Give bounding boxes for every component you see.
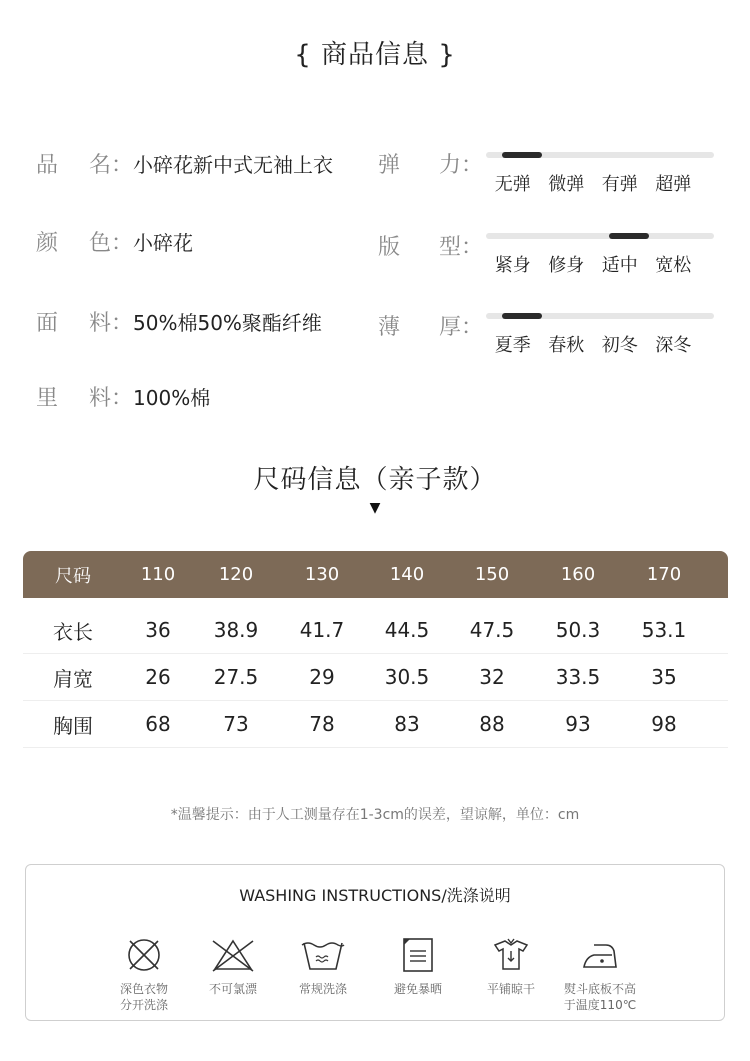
table-cell: 26 xyxy=(145,665,171,689)
header-cell: 130 xyxy=(304,564,340,585)
wash-caption: 常规洗涤 xyxy=(298,982,347,996)
table-cell: 36 xyxy=(145,618,171,642)
row-label: 肩宽 xyxy=(53,666,93,691)
wash-caption: 平铺晾干 xyxy=(486,982,535,996)
table-cell: 32 xyxy=(479,665,505,689)
row-label: 胸围 xyxy=(53,713,93,738)
table-cell: 38.9 xyxy=(213,618,259,642)
no-wash-icon xyxy=(124,935,164,975)
scale-fit xyxy=(378,230,483,261)
scale-option: 春秋 xyxy=(548,335,585,356)
field-lining-value: 100%棉 xyxy=(133,386,211,410)
field-lining xyxy=(36,381,210,412)
table-cell: 29 xyxy=(309,665,335,689)
field-lining-label: 里 料 xyxy=(36,386,111,411)
washing-instructions-box xyxy=(25,864,725,1021)
washing-title: WASHING INSTRUCTIONS/洗涤说明 xyxy=(239,886,511,905)
table-cell: 27.5 xyxy=(213,665,259,689)
scale-marker xyxy=(502,152,542,158)
scale-elasticity-colon: ： xyxy=(461,153,484,178)
scale-option: 紧身 xyxy=(494,255,531,276)
wash-caption: 不可氯漂 xyxy=(208,982,257,996)
table-cell: 30.5 xyxy=(384,665,430,689)
header-cell: 170 xyxy=(646,564,682,585)
wash-item xyxy=(471,935,551,997)
field-color-colon: ： xyxy=(111,231,134,256)
field-name-value: 小碎花新中式无袖上衣 xyxy=(133,153,334,177)
scale-fit-label: 版 型 xyxy=(378,235,461,260)
scale-options xyxy=(486,331,714,357)
table-cell: 47.5 xyxy=(469,618,515,642)
scale-options xyxy=(486,170,714,196)
field-name xyxy=(36,148,333,179)
scale-option: 深冬 xyxy=(655,335,692,356)
scale-fit-widget xyxy=(486,233,714,277)
field-fabric xyxy=(36,306,322,337)
chevron-down-icon: ▼ xyxy=(369,500,381,516)
table-cell: 88 xyxy=(479,712,505,736)
table-cell: 41.7 xyxy=(299,618,345,642)
table-cell: 44.5 xyxy=(384,618,430,642)
table-cell: 93 xyxy=(565,712,591,736)
table-cell: 68 xyxy=(145,712,171,736)
scale-option: 适中 xyxy=(601,255,638,276)
table-cell: 53.1 xyxy=(641,618,687,642)
header-cell: 160 xyxy=(560,564,596,585)
field-name-label: 品 名 xyxy=(36,153,111,178)
wash-caption: 深色衣物 分开洗涤 xyxy=(119,982,168,1012)
field-color-label: 颜 色 xyxy=(36,231,111,256)
header-cell: 150 xyxy=(474,564,510,585)
scale-option: 有弹 xyxy=(601,174,638,195)
size-table-header xyxy=(23,551,728,598)
table-row xyxy=(23,607,728,654)
table-cell: 78 xyxy=(309,712,335,736)
header-cell: 110 xyxy=(140,564,176,585)
field-fabric-colon: ： xyxy=(111,311,134,336)
avoid-sun-icon xyxy=(398,935,438,975)
normal-wash-icon xyxy=(300,935,346,975)
table-cell: 35 xyxy=(651,665,677,689)
table-cell: 98 xyxy=(651,712,677,736)
scale-option: 修身 xyxy=(548,255,585,276)
scale-track xyxy=(486,152,714,158)
field-color-value: 小碎花 xyxy=(133,231,194,255)
table-cell: 83 xyxy=(394,712,420,736)
scale-elasticity xyxy=(378,148,483,179)
measurement-note: *温馨提示：由于人工测量存在1-3cm的误差，望谅解，单位：cm xyxy=(170,807,580,823)
wash-caption: 熨斗底板不高 于温度110℃ xyxy=(563,982,637,1012)
scale-fit-colon: ： xyxy=(461,235,484,260)
field-fabric-value: 50%棉50%聚酯纤维 xyxy=(133,311,322,335)
scale-option: 初冬 xyxy=(601,335,638,356)
scale-options xyxy=(486,251,714,277)
table-cell: 73 xyxy=(223,712,249,736)
wash-item xyxy=(193,935,273,997)
wash-item xyxy=(558,935,642,1013)
scale-track xyxy=(486,233,714,239)
wash-item xyxy=(283,935,363,997)
iron-icon xyxy=(580,935,620,975)
header-cell: 140 xyxy=(389,564,425,585)
wash-item xyxy=(378,935,458,997)
no-bleach-icon xyxy=(209,935,257,975)
scale-option: 宽松 xyxy=(655,255,692,276)
header-cell: 尺码 xyxy=(55,565,91,587)
scale-option: 夏季 xyxy=(494,335,531,356)
scale-elasticity-widget xyxy=(486,152,714,196)
row-label: 衣长 xyxy=(53,619,93,644)
table-row xyxy=(23,701,728,748)
wash-caption: 避免暴晒 xyxy=(393,982,442,996)
scale-elasticity-label: 弹 力 xyxy=(378,153,461,178)
scale-option: 微弹 xyxy=(548,174,585,195)
table-row xyxy=(23,654,728,701)
scale-option: 无弹 xyxy=(494,174,531,195)
scale-thickness xyxy=(378,310,483,341)
field-name-colon: ： xyxy=(111,153,134,178)
scale-thickness-widget xyxy=(486,313,714,357)
scale-option: 超弹 xyxy=(655,174,692,195)
table-cell: 50.3 xyxy=(555,618,601,642)
product-info-title: { 商品信息 } xyxy=(294,40,456,70)
wash-item xyxy=(104,935,184,1013)
size-info-title: 尺码信息（亲子款） xyxy=(253,465,497,495)
field-lining-colon: ： xyxy=(111,386,134,411)
scale-thickness-colon: ： xyxy=(461,315,484,340)
scale-marker xyxy=(609,233,649,239)
scale-marker xyxy=(502,313,542,319)
field-color xyxy=(36,226,193,257)
field-fabric-label: 面 料 xyxy=(36,311,111,336)
header-cell: 120 xyxy=(218,564,254,585)
scale-thickness-label: 薄 厚 xyxy=(378,315,461,340)
table-cell: 33.5 xyxy=(555,665,601,689)
scale-track xyxy=(486,313,714,319)
flat-dry-icon xyxy=(491,935,531,975)
